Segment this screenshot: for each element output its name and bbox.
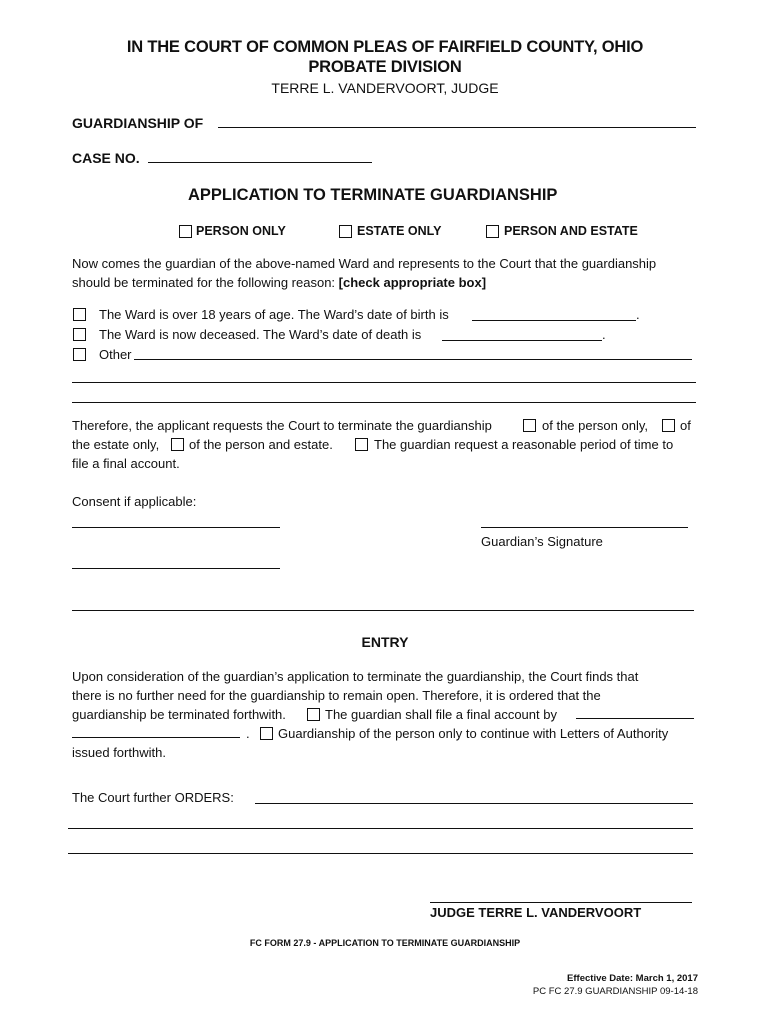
therefore-person-and-estate: of the person and estate. [189, 437, 333, 452]
entry-final-account: The guardian shall file a final account by [325, 707, 557, 722]
continue-guardianship-checkbox[interactable] [260, 727, 273, 740]
effective-date: Effective Date: March 1, 2017 [567, 973, 698, 984]
reason-age-label: The Ward is over 18 years of age. The Ward’s date of birth is [99, 307, 449, 322]
reason-deceased-checkbox[interactable] [73, 328, 86, 341]
reason-age-period: . [636, 307, 640, 322]
court-title: IN THE COURT OF COMMON PLEAS OF FAIRFIELD COUNTY, OHIO [126, 38, 644, 56]
other-reason-line-2[interactable] [72, 382, 696, 383]
case-no-field[interactable] [148, 162, 372, 163]
therefore-line-1: Therefore, the applicant requests the Court to terminate the guardianship [72, 418, 492, 433]
further-orders-label: The Court further ORDERS: [72, 790, 234, 805]
therefore-reasonable-period: The guardian request a reasonable period of time to [374, 437, 674, 452]
entry-line-5: issued forthwith. [72, 745, 166, 760]
reason-deceased-period: . [602, 327, 606, 342]
case-no-label: CASE NO. [72, 150, 140, 166]
guardianship-of-label: GUARDIANSHIP OF [72, 115, 204, 131]
further-orders-line-3[interactable] [68, 853, 693, 854]
person-only-checkbox[interactable] [179, 225, 192, 238]
intro-line-1: Now comes the guardian of the above-named Ward and represents to the Court that the guardianship [72, 256, 657, 271]
final-account-date-field-2[interactable] [72, 737, 240, 738]
division-title: PROBATE DIVISION [308, 58, 462, 76]
consent-signature-line-1[interactable] [72, 527, 280, 528]
final-account-checkbox[interactable] [307, 708, 320, 721]
intro-instruction: [check appropriate box] [338, 275, 487, 290]
other-reason-line-3[interactable] [72, 402, 696, 403]
entry-line-3: guardianship be terminated forthwith. [72, 707, 286, 722]
section-divider [72, 610, 694, 611]
estate-only-checkbox[interactable] [339, 225, 352, 238]
therefore-final-account: file a final account. [72, 456, 180, 471]
further-orders-line-2[interactable] [68, 828, 693, 829]
guardian-signature-line[interactable] [481, 527, 688, 528]
form-code: PC FC 27.9 GUARDIANSHIP 09-14-18 [532, 986, 698, 997]
judge-signature-label: JUDGE TERRE L. VANDERVOORT [430, 905, 642, 920]
reason-age-checkbox[interactable] [73, 308, 86, 321]
guardianship-of-field[interactable] [218, 127, 696, 128]
person-and-estate-checkbox[interactable] [486, 225, 499, 238]
form-name-footer: FC FORM 27.9 - APPLICATION TO TERMINATE GUARDIANSHIP [249, 938, 521, 948]
reasonable-period-checkbox[interactable] [355, 438, 368, 451]
entry-line-1: Upon consideration of the guardian’s application to terminate the guardianship, the Court finds that [72, 669, 639, 684]
terminate-person-and-estate-checkbox[interactable] [171, 438, 184, 451]
date-of-death-field[interactable] [442, 340, 602, 341]
final-account-date-field[interactable] [576, 718, 694, 719]
estate-only-label: ESTATE ONLY [357, 224, 442, 238]
entry-line-2: there is no further need for the guardianship to remain open. Therefore, it is ordered that the [72, 688, 601, 703]
reason-other-checkbox[interactable] [73, 348, 86, 361]
entry-line-4-period: . [246, 726, 250, 741]
terminate-estate-only-checkbox[interactable] [662, 419, 675, 432]
date-of-birth-field[interactable] [472, 320, 636, 321]
reason-other-label: Other [99, 347, 132, 362]
therefore-person-only: of the person only, [542, 418, 648, 433]
terminate-person-only-checkbox[interactable] [523, 419, 536, 432]
entry-continue-person: Guardianship of the person only to continue with Letters of Authority [278, 726, 669, 741]
therefore-of: of [680, 418, 691, 433]
reason-deceased-label: The Ward is now deceased. The Ward’s date of death is [99, 327, 422, 342]
consent-label: Consent if applicable: [72, 494, 197, 509]
form-title: APPLICATION TO TERMINATE GUARDIANSHIP [188, 186, 558, 204]
judge-name: TERRE L. VANDERVOORT, JUDGE [271, 80, 499, 96]
consent-signature-line-2[interactable] [72, 568, 280, 569]
entry-title: ENTRY [361, 634, 409, 650]
intro-line-2 [72, 275, 486, 290]
intro-line-2-text: should be terminated for the following reason: [72, 275, 336, 290]
therefore-estate-only: the estate only, [72, 437, 160, 452]
person-only-label: PERSON ONLY [196, 224, 286, 238]
judge-signature-line[interactable] [430, 902, 692, 903]
guardian-signature-label: Guardian’s Signature [481, 534, 603, 549]
person-and-estate-label: PERSON AND ESTATE [504, 224, 638, 238]
other-reason-field[interactable] [134, 359, 692, 360]
further-orders-line-1[interactable] [255, 803, 693, 804]
